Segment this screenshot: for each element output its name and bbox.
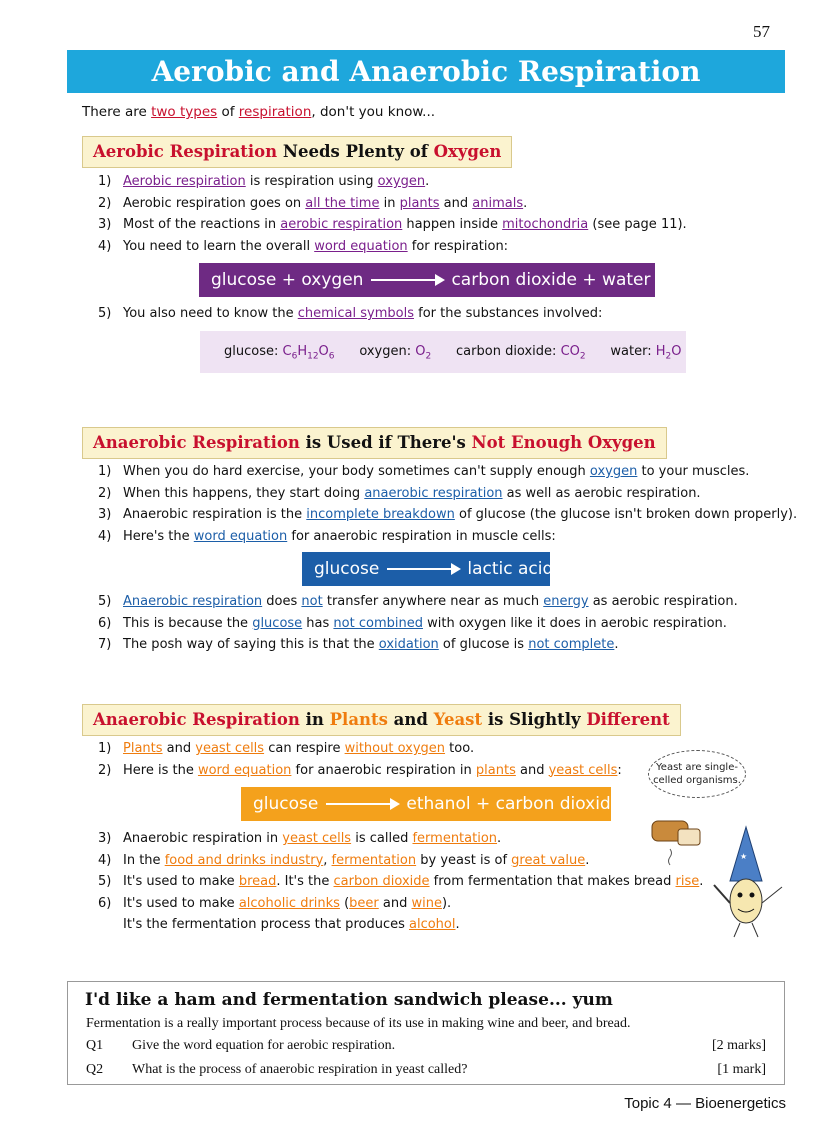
keyword: animals: [472, 195, 524, 211]
heading-part: Anaerobic Respiration: [93, 710, 300, 729]
list-item: [98, 828, 703, 850]
item-text: It's used to make: [123, 874, 239, 889]
fermentation-word-equation: [241, 787, 622, 821]
item-text: by yeast is of: [416, 852, 512, 868]
keyword: oxidation: [378, 637, 439, 652]
aerobic-list-item-5: [98, 303, 602, 325]
list-item: [98, 871, 703, 893]
keyword: oxygen: [589, 464, 638, 479]
keyword: yeast cells: [282, 831, 352, 846]
item-text: .: [425, 174, 430, 189]
item-text: in: [379, 195, 400, 211]
item-text: You need to learn the overall: [123, 238, 315, 254]
keyword: not combined: [333, 615, 423, 631]
keyword: rise: [675, 874, 700, 889]
plants-yeast-list-b: [98, 828, 703, 936]
svg-text:★: ★: [740, 852, 748, 861]
list-item: [98, 303, 602, 325]
item-text: Here's the: [123, 528, 194, 544]
item-text: with oxygen like it does in aerobic respiration.: [422, 615, 727, 631]
heading-part: is Slightly: [482, 710, 587, 729]
section-plants-yeast-heading: [82, 704, 681, 736]
section-aerobic-heading: [82, 136, 512, 168]
item-text: too.: [445, 741, 475, 756]
item-text: :: [617, 762, 622, 778]
heading-part: is Used if There's: [299, 433, 472, 452]
item-text: and: [439, 195, 473, 211]
keyword: wine: [411, 895, 442, 911]
heading-part: Aerobic Respiration: [93, 142, 278, 161]
item-number: 4): [98, 852, 112, 868]
list-item: [98, 504, 797, 526]
keyword: Aerobic respiration: [123, 174, 246, 189]
keyword: not complete: [528, 637, 615, 652]
symbol-label: oxygen:: [359, 344, 416, 359]
aerobic-list: [98, 171, 687, 257]
keyword: glucose: [252, 615, 303, 631]
keyword: plants: [399, 195, 440, 211]
item-number: 3): [98, 507, 112, 522]
item-text: Most of the reactions in: [123, 217, 281, 232]
question-number: Q2: [86, 1062, 104, 1077]
list-item: [98, 193, 687, 215]
intro-part: There are: [82, 104, 152, 120]
list-item: [98, 236, 687, 258]
heading-part: Oxygen: [433, 142, 502, 161]
heading-part: in: [299, 710, 330, 729]
item-number: 5): [98, 874, 112, 889]
questions-box: [67, 981, 785, 1085]
item-text: Anaerobic respiration is the: [123, 507, 307, 522]
item-text: This is because the: [123, 615, 253, 631]
item-text: .: [497, 831, 502, 846]
item-number: 1): [98, 741, 112, 756]
item-text: When you do hard exercise, your body sometimes can't supply enough: [123, 464, 590, 479]
item-text: for the substances involved:: [413, 306, 603, 321]
item-text: .: [614, 637, 619, 652]
keyword: alcoholic drinks: [238, 895, 340, 911]
keyword: word equation: [314, 238, 408, 254]
keyword: Anaerobic respiration: [123, 594, 263, 609]
symbol-label: glucose:: [224, 344, 283, 359]
keyword: yeast cells: [195, 741, 265, 756]
equation-products: carbon dioxide + water: [451, 270, 651, 290]
anaerobic-list-b: [98, 591, 738, 656]
question-marks: [1 mark]: [717, 1062, 766, 1077]
question-row: [86, 1062, 766, 1078]
item-text: Aerobic respiration goes on: [123, 195, 306, 211]
questions-paragraph: Fermentation is a really important process because of its use in making wine and beer, and bread.: [86, 1016, 631, 1031]
item-number: 2): [98, 485, 112, 501]
item-number: 4): [98, 238, 112, 254]
keyword: without oxygen: [344, 741, 446, 756]
item-text: (: [339, 895, 350, 911]
keyword: food and drinks industry: [164, 852, 324, 868]
anaerobic-list: [98, 461, 797, 547]
heading-part: Not Enough Oxygen: [471, 433, 656, 452]
item-text: from fermentation that makes bread: [429, 874, 676, 889]
item-text: It's used to make: [123, 895, 239, 911]
questions-heading: I'd like a ham and fermentation sandwich please... yum: [85, 990, 613, 1010]
heading-part: Plants: [329, 710, 388, 729]
keyword: word equation: [197, 762, 292, 778]
item-text: happen inside: [402, 217, 503, 232]
speech-line: celled organisms.: [653, 775, 741, 786]
question-marks: [2 marks]: [711, 1038, 766, 1053]
bread-icon: [652, 821, 700, 865]
aerobic-word-equation: [199, 263, 655, 297]
list-item: [98, 461, 797, 483]
list-item: [98, 893, 703, 915]
plants-yeast-list: [98, 738, 622, 781]
arrow-icon: [326, 803, 398, 805]
item-text: . It's the: [276, 874, 334, 889]
equation-reactants: glucose + oxygen: [211, 270, 364, 290]
keyword: yeast cells: [548, 762, 618, 778]
heading-part: Yeast: [433, 710, 483, 729]
item-text: .: [699, 874, 704, 889]
question-row: [86, 1038, 766, 1054]
page-footer: Topic 4 — Bioenergetics: [624, 1095, 786, 1112]
section-anaerobic-heading: [82, 427, 667, 459]
intro-keyword: two types: [151, 104, 218, 120]
equation-reactants: glucose: [253, 794, 319, 814]
item-text: (see page 11).: [588, 217, 687, 232]
intro-text: [82, 104, 435, 120]
anaerobic-word-equation: [302, 552, 554, 586]
list-item: [98, 850, 703, 872]
item-text: and: [378, 895, 412, 911]
item-text: for anaerobic respiration in muscle cells:: [287, 528, 556, 544]
list-item: [98, 760, 622, 782]
item-text: Anaerobic respiration in: [123, 831, 283, 846]
item-text: of glucose (the glucose isn't broken down properly).: [454, 507, 798, 522]
item-number: 7): [98, 637, 112, 652]
keyword: all the time: [305, 195, 380, 211]
speech-bubble: [648, 750, 746, 798]
keyword: chemical symbols: [297, 306, 414, 321]
heading-part: Anaerobic Respiration: [93, 433, 300, 452]
list-item: [98, 613, 738, 635]
wizard-yeast-icon: [714, 827, 782, 937]
list-item: [98, 634, 738, 656]
item-text: The posh way of saying this is that the: [123, 637, 379, 652]
heading-part: Needs Plenty of: [277, 142, 434, 161]
keyword: aerobic respiration: [280, 217, 403, 232]
keyword: plants: [475, 762, 516, 778]
list-item: [98, 171, 687, 193]
item-number: 4): [98, 528, 112, 544]
question-text: Give the word equation for aerobic respiration.: [132, 1038, 396, 1053]
item-text: You also need to know the: [123, 306, 298, 321]
item-text: When this happens, they start doing: [123, 485, 365, 501]
chemical-symbols-box: [200, 331, 686, 373]
keyword: mitochondria: [502, 217, 589, 232]
item-text: .: [523, 195, 528, 211]
item-number: 6): [98, 895, 112, 911]
keyword: Plants: [123, 741, 163, 756]
equation-products: lactic acid: [467, 559, 554, 579]
page-title: Aerobic and Anaerobic Respiration: [67, 50, 785, 93]
keyword: fermentation: [412, 831, 498, 846]
list-item: [98, 483, 797, 505]
keyword: word equation: [193, 528, 288, 544]
yeast-wizard-illustration: [648, 815, 798, 940]
item-text: has: [302, 615, 334, 631]
question-text: What is the process of anaerobic respiration in yeast called?: [132, 1062, 468, 1077]
keyword: carbon dioxide: [333, 874, 430, 889]
intro-part: , don't you know...: [311, 104, 436, 120]
item-number: 2): [98, 195, 112, 211]
item-text: transfer anywhere near as much: [322, 594, 544, 609]
item-text: .: [455, 917, 460, 932]
keyword: bread: [238, 874, 277, 889]
arrow-icon: [371, 279, 443, 281]
page-number: 57: [753, 22, 770, 41]
water-formula: $H_2O$: [655, 344, 682, 362]
item-text: as well as aerobic respiration.: [502, 485, 701, 501]
item-text: Here is the: [123, 762, 198, 778]
item-text: and: [515, 762, 549, 778]
item-text: is called: [351, 831, 413, 846]
heading-part: Different: [586, 710, 670, 729]
item-number: 6): [98, 615, 112, 631]
item-number: 2): [98, 762, 112, 778]
item-text: for anaerobic respiration in: [291, 762, 476, 778]
item-number: 5): [98, 306, 112, 321]
symbol-label: carbon dioxide:: [456, 344, 561, 359]
item-number: 1): [98, 464, 112, 479]
intro-part: of: [217, 104, 239, 120]
keyword: fermentation: [331, 852, 417, 868]
keyword: alcohol: [409, 917, 456, 932]
list-item: [98, 526, 797, 548]
glucose-formula: $C_6H_{12}O_6$: [282, 344, 335, 362]
keyword: oxygen: [377, 174, 426, 189]
list-item: [98, 738, 622, 760]
equation-reactants: glucose: [314, 559, 380, 579]
keyword: great value: [511, 852, 586, 868]
item-text: to your muscles.: [637, 464, 750, 479]
item-number: 1): [98, 174, 112, 189]
speech-line: Yeast are single-: [656, 762, 738, 773]
item-text: In the: [123, 852, 165, 868]
item-text: .: [585, 852, 590, 868]
item-text: of glucose is: [438, 637, 529, 652]
keyword: beer: [349, 895, 379, 911]
list-item: [98, 214, 687, 236]
heading-part: and: [387, 710, 434, 729]
item-text: as aerobic respiration.: [588, 594, 738, 609]
item-number: 3): [98, 217, 112, 232]
equation-products: ethanol + carbon dioxide: [406, 794, 622, 814]
item-text: can respire: [264, 741, 345, 756]
item-text: ).: [441, 895, 452, 911]
item-text: It's the fermentation process that produces: [123, 917, 409, 932]
intro-keyword: respiration: [238, 104, 312, 120]
keyword: not: [301, 594, 323, 609]
oxygen-formula: $O_2$: [415, 344, 432, 362]
keyword: anaerobic respiration: [364, 485, 503, 501]
item-text: for respiration:: [407, 238, 509, 254]
item-text: is respiration using: [245, 174, 378, 189]
arrow-icon: [387, 568, 459, 570]
item-text: does: [262, 594, 302, 609]
list-item: [98, 591, 738, 613]
question-number: Q1: [86, 1038, 104, 1053]
list-item: [98, 914, 703, 936]
symbol-label: water:: [610, 344, 656, 359]
item-number: 5): [98, 594, 112, 609]
keyword: energy: [543, 594, 589, 609]
item-text: ,: [323, 852, 332, 868]
co2-formula: $CO_2$: [560, 344, 586, 362]
item-number: 3): [98, 831, 112, 846]
item-text: and: [162, 741, 196, 756]
keyword: incomplete breakdown: [306, 507, 455, 522]
